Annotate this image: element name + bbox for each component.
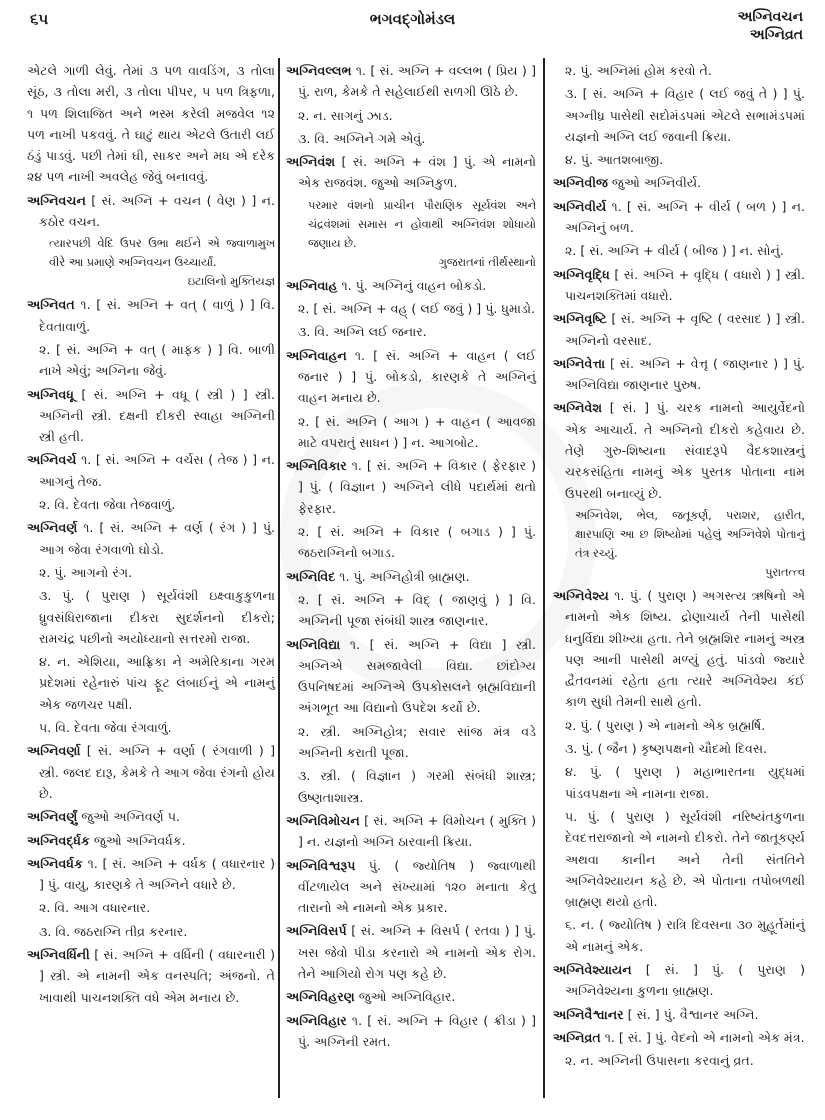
entry-sense bbox=[553, 914, 805, 957]
quote-text: ત્યારપછી વેદિ ઉપર ઉભા થઈને એ જ્વાળામુખ વીરે આ પ્રમાણે અગ્નિવચન ઉચ્ચાર્યાં. bbox=[49, 237, 275, 270]
definition-text: ૧. [ સં. અગ્નિ + વિદ્યા ] સ્ત્રી. અગ્નિએ સમજાવેલી વિદ્યા. છાંદોગ્ય ઉપનિષદમાં અગ્નિએ ઉપકોસલને બ્રહ્મવિદ્યાની અંગભૂત આ વિદ્યાનો ઉપદેશ કર્યો છે. bbox=[298, 636, 536, 716]
dictionary-entry bbox=[286, 986, 536, 1007]
definition-text: ૧. [ સં. અગ્નિ + વર્ધક ( વધારનાર ) ] પું. વાયુ, કારણકે તે અગ્નિને વધારે છે. bbox=[39, 855, 275, 893]
guide-word-first: અગ્નિવચન bbox=[737, 9, 803, 25]
dictionary-entry bbox=[27, 830, 275, 851]
headword: અગ્નિવર્ણું bbox=[27, 809, 78, 825]
dictionary-entry bbox=[286, 920, 536, 984]
definition-text: ૩. વિ. અગ્નિ લઈ જનાર. bbox=[298, 324, 427, 340]
headword: અગ્નિવર્દ્ધક bbox=[27, 832, 90, 848]
definition-text: ૨. પું. ( પુરાણ ) એ નામનો એક બ્રહ્મર્ષિ. bbox=[565, 717, 766, 733]
definition-text: ૫. વિ. દેવતા જેવા રંગવાળું. bbox=[39, 720, 172, 736]
entry-sense bbox=[27, 562, 275, 583]
headword: અગ્નિવ્રત bbox=[553, 1029, 601, 1045]
dictionary-entry bbox=[286, 151, 536, 194]
definition-text: [ સં. અગ્નિ + વેત્તૃ ( જાણનાર ) ] પું. અગ્નિવિદ્યા જાણનાર પુરુષ. bbox=[565, 355, 805, 393]
headword: અગ્નિવર્ણા bbox=[27, 743, 81, 759]
definition-text: ૪. ન. એશિયા, આફ્રિકા ને અમેરિકાના ગરમ પ્રદેશમાં રહેનારું પાંચ ફૂટ લંબાઈનું એ નામનું એક જળચર પક્ષી. bbox=[39, 654, 275, 712]
headword: અગ્નિવીર્ય bbox=[553, 198, 607, 214]
headword: અગ્નિવિહરણ bbox=[286, 989, 355, 1005]
dictionary-entry bbox=[553, 585, 805, 713]
dictionary-entry bbox=[553, 196, 805, 239]
entry-sense bbox=[27, 651, 275, 715]
entry-sense bbox=[27, 897, 275, 918]
entry-sense bbox=[286, 411, 536, 454]
dictionary-entry bbox=[286, 455, 536, 519]
headword: અગ્નિવર્ણ bbox=[27, 520, 78, 536]
headword: અગ્નિવૃષ્ટિ bbox=[553, 311, 607, 327]
quote-source: ગુજરાતનાં તીર્થસ્થાનો bbox=[438, 255, 536, 269]
headword: અગ્નિવિમોચન bbox=[286, 812, 360, 828]
definition-text: [ સં. અગ્નિ + વિસર્પ ( રતવા ) ] પું. ખસ જેવો પીડા કરનારો એ નામનો એક રોગ. તેને આગિયો રોગ પણ કહે છે. bbox=[298, 923, 536, 981]
definition-text: ૧. પું. અગ્નિહોત્રી બ્રાહ્મણ. bbox=[335, 568, 470, 584]
dictionary-entry bbox=[553, 1027, 805, 1048]
entry-sense bbox=[553, 1050, 805, 1071]
definition-text: ૨. [ સં. અગ્નિ + વહ્ ( લઈ જવું ) ] પું. ધુમાડો. bbox=[298, 301, 535, 317]
dictionary-entry bbox=[286, 855, 536, 919]
definition-text: ૨. [ સં. અગ્નિ + વત્ ( માફક ) ] વિ. બાળી નાખે એવું; અગ્નિના જેવું. bbox=[39, 341, 275, 379]
entry-sense bbox=[27, 921, 275, 942]
definition-text: જુઓ અગ્નિવર્ણ ૫. bbox=[77, 809, 180, 825]
headword: અગ્નિવાહન bbox=[286, 347, 347, 363]
quote-source: પુરાતત્ત્વ bbox=[765, 565, 805, 579]
entry-sense bbox=[286, 321, 536, 342]
definition-text: ૨. [ સં. અગ્નિ + વિકાર ( બગાડ ) ] પું. જઠરાગ્નિનો બગાડ. bbox=[298, 524, 536, 561]
definition-text: ૫. પું. ( પુરાણ ) સૂર્યવંશી નરિષ્યંતકુળના દેવદત્તરાજાનો એ નામનો દીકરો. તેને જાતૂકર્ણ્ય અથવા કાનીન અને તેની સંતતિને અગ્નિવેશ્યાયન કહે છે. એ પોતાના તપોબળથી બ્રાહ્મણ થયો હતો. bbox=[565, 808, 805, 910]
definition-text: ૧. પું. અગ્નિનું વાહન બોકડો. bbox=[337, 277, 487, 293]
dictionary-entry bbox=[286, 1010, 536, 1053]
definition-text: ૨. વિ. આગ વધારનાર. bbox=[39, 900, 151, 916]
headword: અગ્નિવલ્લભ bbox=[286, 63, 352, 78]
definition-text: ૨. ન. સાગનું ઝાડ. bbox=[298, 107, 393, 123]
headword: અગ્નિવર્ચ bbox=[27, 452, 77, 468]
headword: અગ્નિવંશ bbox=[286, 154, 336, 170]
headword: અગ્નિવત bbox=[27, 297, 75, 313]
book-title: ભગવદ્ગોમંડલ bbox=[369, 10, 456, 28]
entry-sense bbox=[27, 717, 275, 738]
quote-text: અગ્નિવેશ, ભેલ, જતૂકર્ણ, પરાશર, હારીત, ક્ષારપાણિ આ છ શિષ્યોમાં પહેલું અગ્નિવેશે પોતાનું તંત્ર રચ્યું. bbox=[575, 508, 805, 560]
definition-text: [ સં. ] પું. વૈશ્વાનર અગ્નિ. bbox=[623, 1006, 759, 1022]
quote-source: ઇટાલિનો મુક્તિયજ્ઞ bbox=[187, 275, 275, 289]
definition-text: ૨. [ સં. અગ્નિ + વીર્ય ( બીજ ) ] ન. સોનું. bbox=[565, 243, 784, 259]
definition-text: ૩. પું. ( જૈન ) કૃષ્ણપક્ષનો ચૌદમો દિવસ. bbox=[565, 741, 768, 757]
entry-sense bbox=[553, 738, 805, 759]
continued-text bbox=[27, 60, 275, 188]
entry-sense bbox=[553, 761, 805, 804]
headword: અગ્નિવાહ bbox=[286, 277, 338, 293]
entry-sense bbox=[286, 765, 536, 808]
entry-sense bbox=[553, 806, 805, 912]
dictionary-entry bbox=[286, 345, 536, 409]
entry-sense bbox=[27, 339, 275, 382]
headword: અગ્નિવિશ્વરૂપ bbox=[286, 857, 356, 873]
definition-text: ૨. પું. અગ્નિમાં હોમ કરવો તે. bbox=[565, 63, 712, 78]
definition-text: ૧. [ સં. અગ્નિ + વલ્લભ ( પ્રિય ) ] પું. રાળ, કેમકે તે સહેલાઈથી સળગી ઊઠે છે. bbox=[298, 63, 536, 100]
definition-text: ૨. [ સં. અગ્નિ ( આગ ) + વાહન ( આવજા માટે વપરાતું સાધન ) ] ન. આગબોટ. bbox=[298, 413, 536, 450]
definition-text: જુઓ અગ્નિવીર્ય. bbox=[607, 175, 702, 191]
headword: અગ્નિવર્ધક bbox=[27, 855, 83, 871]
column-2 bbox=[286, 60, 536, 1054]
definition-text: જુઓ અગ્નિવર્ધક. bbox=[89, 832, 186, 848]
definition-text: ૨. [ સં. અગ્નિ + વિદ્ ( જાણવું ) ] વિ. અગ્નિની પૂજા સંબંધી શાસ્ત્ર જાણનાર. bbox=[298, 591, 536, 629]
headword: અગ્નિવેશ્યાયન bbox=[553, 961, 632, 977]
definition-text: [ સં. અગ્નિ + વર્ણા ( રંગવાળી ) ] સ્ત્રી. જલદ દારૂ, કેમકે તે આગ જેવા રંગનો હોય છે. bbox=[39, 743, 275, 801]
citation-quote bbox=[286, 196, 536, 272]
definition-text: ૧. [ સં. અગ્નિ + વત્ ( વાળું ) ] વિ. દેવતાવાળું. bbox=[39, 297, 275, 334]
guide-words bbox=[738, 8, 803, 44]
headword: અગ્નિવિકાર bbox=[286, 458, 347, 474]
dictionary-entry bbox=[27, 294, 275, 337]
definition-text: ૧. પું. ( પુરાણ ) અગસ્ત્ય ઋષિનો એ નામનો એક શિષ્ય. દ્રોણાચાર્ય તેની પાસેથી ધનુર્વિદ્યા શીખ્યા હતા. તેને બ્રહ્મશિર નામનું અસ્ત્ર પણ આની પાસેથી મળ્યું હતું. પાંડવો જ્યારે દ્વૈતવનમાં રહેતા હતા ત્યારે અગ્નિવેશ્ય કંઈ કાળ સુધી તેમની સાથે હતો. bbox=[565, 587, 805, 710]
headword: અગ્નિવચન bbox=[27, 192, 86, 208]
dictionary-entry bbox=[27, 806, 275, 827]
headword: અગ્નિવીજ bbox=[553, 175, 608, 191]
citation-quote bbox=[553, 506, 805, 582]
definition-text: ૧. [ સં. અગ્નિ + વર્ણ ( રંગ ) ] પું. આગ જેવા રંગવાળો ઘોડો. bbox=[39, 520, 275, 557]
dictionary-entry bbox=[286, 566, 536, 587]
entry-sense bbox=[286, 589, 536, 632]
entry-sense bbox=[286, 721, 536, 764]
entry-sense bbox=[286, 128, 536, 149]
definition-text: [ સં. અગ્નિ + વચન ( વેણ ) ] ન. કઠોર વચન. bbox=[39, 192, 275, 230]
definition-text: [ સં. અગ્નિ + વર્ધિની ( વધારનારી ) ] સ્ત્રી. એ નામની એક વનસ્પતિ; અંજનો. તે ખાવાથી પાચનશક્તિ વધે એમ મનાય છે. bbox=[39, 946, 275, 1005]
column-3 bbox=[553, 60, 805, 1073]
definition-text: ૧. [ સં. અગ્નિ + વિકાર ( ફેરફાર ) ] પું. ( વિજ્ઞાન ) અગ્નિને લીધે પદાર્થમાં થતો ફેરફાર. bbox=[298, 458, 536, 516]
definition-text: ૩. વિ. અગ્નિને ગમે એવું. bbox=[298, 130, 426, 146]
entry-sense bbox=[286, 298, 536, 319]
headword: અગ્નિવિદ bbox=[286, 568, 336, 584]
definition-text: એટલે ગાળી લેવું. તેમાં ૩ પળ વાવડિંગ, ૩ તોલા સૂંઠ, ૩ તોલા મરી, ૩ તોલા પીપર, ૫ પળ ત્રિફળા, ૧ પળ શિલાજિત અને ભસ્મ કરેલી મજવેલ ૧૨ પળ નાખી પકવવું. તે ઘાટું થાય એટલે ઉતારી લઈ ઠંડું પાડવું. પછી તેમાં ઘી, સાકર અને મધ એ દરેક ૨૪ પળ નાખી અવલેહ જેવું બનાવવું. bbox=[27, 63, 275, 185]
definition-text: ૩. [ સં. અગ્નિ + વિહાર ( લઈ જવું તે ) ] પું. અગ્નીધ્ર પાસેથી સદોમંડપમાં એટલે સભામંડપમાં યજ્ઞનો અગ્નિ લઈ જવાની ક્રિયા. bbox=[565, 86, 805, 144]
entry-sense bbox=[553, 60, 805, 81]
citation-quote bbox=[27, 234, 275, 291]
definition-text: પું. ( જ્યોતિષ ) જ્વાળાથી વીંટળાયેલ અને સંખ્યામાં ૧૨૦ મનાતા કેતુ તારાનો એ નામનો એક પ્રકાર. bbox=[298, 857, 536, 916]
column-divider bbox=[278, 58, 280, 1098]
definition-text: ૧. [ સં. અગ્નિ + વર્ચસ ( તેજ ) ] ન. આગનું તેજ. bbox=[39, 452, 275, 489]
headword: અગ્નિવૈશ્વાનર bbox=[553, 1006, 624, 1022]
entry-sense bbox=[27, 494, 275, 515]
dictionary-entry bbox=[27, 190, 275, 233]
dictionary-entry bbox=[553, 308, 805, 351]
definition-text: ૬. ન. ( જ્યોતિષ ) રાત્રિ દિવસના ૩૦ મુહૂર્તમાંનું એ નામનું એક. bbox=[565, 917, 805, 954]
entry-sense bbox=[553, 715, 805, 736]
entry-sense bbox=[553, 83, 805, 147]
dictionary-entry bbox=[27, 944, 275, 1008]
definition-text: ૧. [ સં. અગ્નિ + વીર્ય ( બળ ) ] ન. અગ્નિનું બળ. bbox=[565, 198, 805, 236]
column-divider bbox=[543, 58, 545, 1098]
column-1 bbox=[27, 60, 275, 1010]
dictionary-entry bbox=[286, 60, 536, 103]
definition-text: [ સં. ] પું. ( પુરાણ ) અગ્નિવેશ્યના કુળના બ્રાહ્મણ. bbox=[565, 961, 805, 999]
dictionary-entry bbox=[27, 517, 275, 560]
dictionary-entry bbox=[553, 172, 805, 193]
dictionary-entry bbox=[27, 853, 275, 896]
headword: અગ્નિવેશ bbox=[553, 400, 603, 416]
headword: અગ્નિવર્ધિની bbox=[27, 946, 90, 962]
dictionary-entry bbox=[553, 1004, 805, 1025]
dictionary-entry bbox=[286, 810, 536, 853]
definition-text: [ સં. અગ્નિ + વધૂ ( સ્ત્રી ) ] સ્ત્રી. અગ્નિની સ્ત્રી. દક્ષની દીકરી સ્વાહા અગ્નિની સ્ત્રી હતી. bbox=[39, 386, 275, 445]
headword: અગ્નિવેત્તા bbox=[553, 355, 606, 371]
definition-text: [ સં. અગ્નિ + વૃદ્ધિ ( વધારો ) ] સ્ત્રી. પાચનશક્તિમાં વધારો. bbox=[565, 266, 805, 303]
definition-text: ૩. સ્ત્રી. ( વિજ્ઞાન ) ગરમી સંબંધી શાસ્ત્ર; ઉષ્ણતાશાસ્ત્ર. bbox=[298, 768, 536, 805]
entry-sense bbox=[27, 585, 275, 649]
entry-sense bbox=[553, 149, 805, 170]
definition-text: ૩. પું. ( પુરાણ ) સૂર્યવંશી ઇક્ષ્વાકુકુળના ધ્રુવસંધિરાજાના દીકરા સુદર્શનનો દીકરો; રામચંદ્ર પછીનો અયોધ્યાનો સત્તરમો રાજા. bbox=[39, 588, 275, 646]
definition-text: ૨. ન. અગ્નિની ઉપાસના કરવાનું વ્રત. bbox=[565, 1053, 754, 1069]
definition-text: [ સં. અગ્નિ + વંશ ] પું. એ નામનો એક રાજવંશ. જુઓ અગ્નિકુળ. bbox=[298, 154, 536, 191]
headword: અગ્નિવધૂ bbox=[27, 386, 74, 402]
guide-word-last: અગ્નિવ્રત bbox=[749, 27, 803, 43]
definition-text: ૪. પું. આતશબાજી. bbox=[565, 152, 664, 168]
headword: અગ્નિવિસર્પ bbox=[286, 923, 347, 939]
dictionary-entry bbox=[286, 634, 536, 719]
definition-text: ૪. પું. ( પુરાણ ) મહાભારતના યુદ્ધમાં પાંડવપક્ષના એ નામના રાજા. bbox=[565, 764, 805, 801]
headword: અગ્નિવૃદ્ધિ bbox=[553, 266, 610, 282]
definition-text: ૧. [ સં. ] પું. વેદનો એ નામનો એક મંત્ર. bbox=[600, 1029, 805, 1045]
entry-sense bbox=[286, 521, 536, 564]
page-number: ૬૫ bbox=[30, 10, 49, 28]
definition-text: જુઓ અગ્નિવિહાર. bbox=[354, 989, 456, 1005]
quote-text: પરમાર વંશનો પ્રાચીન પૌરાણિક સૂર્યવંશ અને ચંદ્રવંશમાં સમાસ ન હોવાથી અગ્નિવંશ શોધાયો જણાય છે. bbox=[308, 198, 536, 250]
headword: અગ્નિવિદ્યા bbox=[286, 636, 341, 652]
definition-text: ૧. [ સં. અગ્નિ + વિહાર ( ક્રીડા ) ] પું. અગ્નિની રમત. bbox=[298, 1012, 536, 1049]
dictionary-entry bbox=[553, 353, 805, 396]
headword: અગ્નિવેશ્ય bbox=[553, 587, 609, 603]
dictionary-entry bbox=[27, 740, 275, 804]
dictionary-entry bbox=[553, 264, 805, 307]
definition-text: [ સં. અગ્નિ + વિમોચન ( મુક્તિ ) ] ન. યજ્ઞનો અગ્નિ ઠારવાની ક્રિયા. bbox=[298, 812, 536, 850]
definition-text: ૨. વિ. દેવતા જેવા તેજવાળું. bbox=[39, 497, 176, 513]
entry-sense bbox=[286, 105, 536, 126]
dictionary-entry bbox=[27, 384, 275, 448]
dictionary-entry bbox=[27, 449, 275, 492]
dictionary-entry bbox=[286, 275, 536, 296]
definition-text: ૨. પું. આગનો રંગ. bbox=[39, 564, 133, 580]
definition-text: ૨. સ્ત્રી. અગ્નિહોત્ર; સવાર સાંજ મંત્ર વડે અગ્નિની કરાતી પૂજા. bbox=[298, 723, 536, 761]
definition-text: [ સં. ] પું. ચરક નામનો આયુર્વેદનો એક આચાર્ય. તે અગ્નિનો દીકરો કહેવાય છે. તેણે ગુરુ-શિષ્યના સંવાદરૂપે વૈદકશાસ્ત્રનું ચરકસંહિતા નામનું એક પુસ્તક પોતાના નામ ઉપરથી બનાવ્યું છે. bbox=[565, 400, 805, 501]
headword: અગ્નિવિહાર bbox=[286, 1012, 347, 1028]
entry-sense bbox=[553, 240, 805, 261]
dictionary-entry bbox=[553, 959, 805, 1002]
definition-text: [ સં. અગ્નિ + વૃષ્ટિ ( વરસાદ ) ] સ્ત્રી. અગ્નિનો વરસાદ. bbox=[565, 311, 805, 348]
definition-text: ૧. [ સં. અગ્નિ + વાહન ( લઈ જનાર ) ] પું. બોકડો, કારણકે તે અગ્નિનું વાહન મનાય છે. bbox=[298, 347, 536, 406]
definition-text: ૩. વિ. જઠરાગ્નિ તીવ્ર કરનાર. bbox=[39, 923, 188, 939]
dictionary-entry bbox=[553, 397, 805, 503]
